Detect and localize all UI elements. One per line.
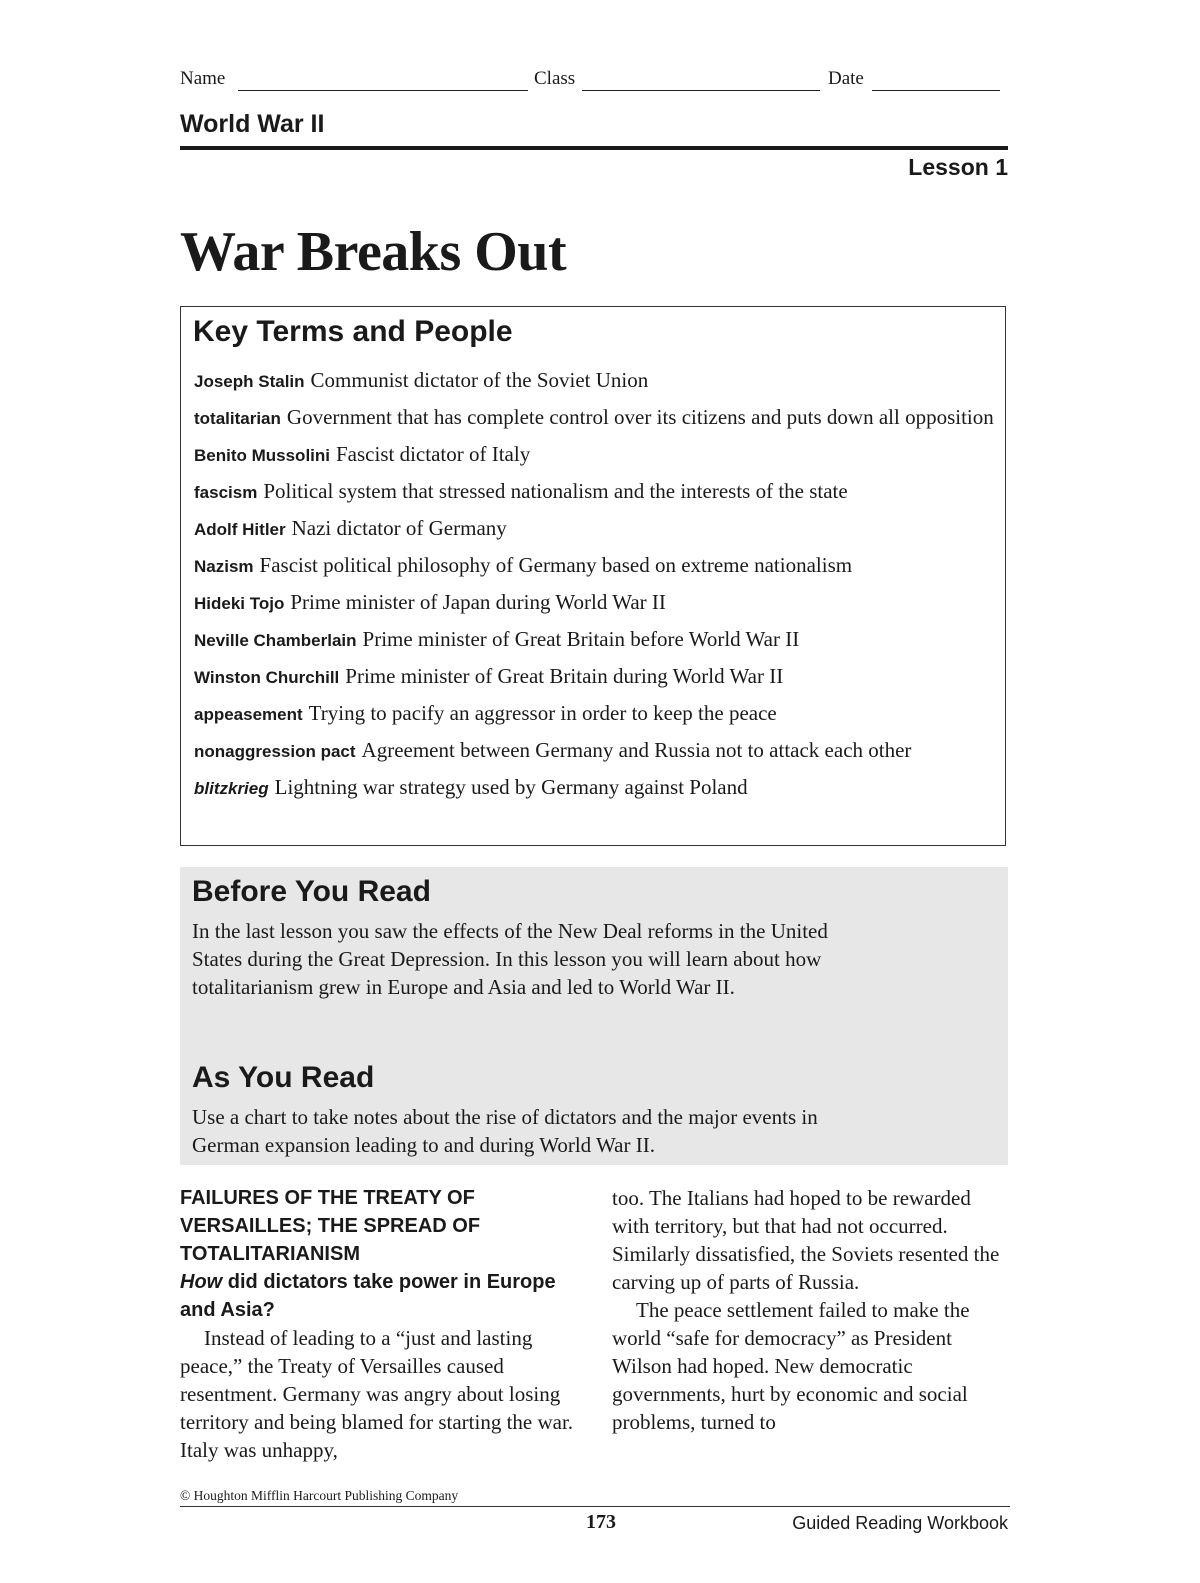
key-term-item bbox=[194, 515, 994, 543]
right-paragraph-2: The peace settlement failed to make the world “safe for democracy” as President Wilson had hoped. New democratic governments, hurt by economic and social problems, turned to bbox=[612, 1298, 970, 1434]
section-question bbox=[180, 1268, 575, 1324]
date-field[interactable] bbox=[872, 90, 1000, 91]
key-term-item bbox=[194, 737, 994, 765]
key-term-name: Hideki Tojo bbox=[194, 594, 285, 613]
name-label: Name bbox=[180, 68, 226, 89]
key-terms-list bbox=[194, 367, 994, 811]
key-term-definition: Lightning war strategy used by Germany against Poland bbox=[274, 775, 748, 799]
key-term-definition: Communist dictator of the Soviet Union bbox=[310, 368, 649, 392]
key-term-name: Benito Mussolini bbox=[194, 446, 330, 465]
key-term-definition: Prime minister of Great Britain during World War II bbox=[345, 664, 784, 688]
workbook-title: Guided Reading Workbook bbox=[792, 1513, 1008, 1533]
key-term-definition: Prime minister of Great Britain before World War II bbox=[362, 627, 800, 651]
student-info-header bbox=[180, 66, 1010, 94]
key-terms-heading: Key Terms and People bbox=[193, 315, 513, 348]
key-term-name: nonaggression pact bbox=[194, 742, 356, 761]
key-term-item bbox=[194, 441, 994, 469]
left-column bbox=[180, 1184, 575, 1464]
key-term-definition: Government that has complete control over its citizens and puts down all opposition bbox=[286, 405, 994, 429]
left-paragraph: Instead of leading to a “just and lasting peace,” the Treaty of Versailles caused resentment. Germany was angry about losing territory and being blamed for starting the war. Italy was unhappy, bbox=[180, 1326, 574, 1462]
key-term-item bbox=[194, 552, 994, 580]
class-label: Class bbox=[534, 68, 576, 89]
key-term-definition: Political system that stressed nationalism and the interests of the state bbox=[263, 479, 848, 503]
key-terms-box bbox=[180, 306, 1006, 846]
key-term-name: Neville Chamberlain bbox=[194, 631, 357, 650]
as-you-read-heading: As You Read bbox=[192, 1061, 375, 1094]
before-you-read-heading: Before You Read bbox=[192, 875, 431, 908]
key-term-definition: Trying to pacify an aggressor in order to keep the peace bbox=[308, 701, 777, 725]
page-title: War Breaks Out bbox=[180, 221, 567, 283]
key-term-definition: Fascist political philosophy of Germany based on extreme nationalism bbox=[259, 553, 853, 577]
section-heading: FAILURES OF THE TREATY OF VERSAILLES; THE SPREAD OF TOTALITARIANISM bbox=[180, 1187, 481, 1265]
question-italic: How bbox=[180, 1271, 223, 1293]
class-field[interactable] bbox=[582, 90, 820, 91]
as-you-read-text: Use a chart to take notes about the rise of dictators and the major events in German expansion leading to and during World War II. bbox=[192, 1105, 818, 1157]
subject-heading: World War II bbox=[180, 110, 325, 138]
reading-guide-box bbox=[180, 867, 1008, 1165]
key-term-item bbox=[194, 774, 994, 802]
key-term-item bbox=[194, 478, 994, 506]
key-term-name: totalitarian bbox=[194, 409, 281, 428]
key-term-item bbox=[194, 404, 994, 432]
header-divider bbox=[180, 146, 1008, 150]
key-term-definition: Fascist dictator of Italy bbox=[336, 442, 531, 466]
page-number: 173 bbox=[586, 1511, 616, 1533]
key-term-item bbox=[194, 367, 994, 395]
key-term-name: fascism bbox=[194, 483, 258, 502]
right-paragraph-1: too. The Italians had hoped to be rewarded with territory, but that had not occurred. Similarly dissatisfied, the Soviets resented the carving up of parts of Russia. bbox=[612, 1186, 1000, 1294]
key-term-item bbox=[194, 589, 994, 617]
key-term-item bbox=[194, 700, 994, 728]
key-term-name: Joseph Stalin bbox=[194, 372, 305, 391]
name-field[interactable] bbox=[238, 90, 528, 91]
key-term-definition: Prime minister of Japan during World War II bbox=[290, 590, 666, 614]
key-term-name: appeasement bbox=[194, 705, 303, 724]
key-term-name: Winston Churchill bbox=[194, 668, 340, 687]
key-term-item bbox=[194, 626, 994, 654]
copyright-notice: © Houghton Mifflin Harcourt Publishing Company bbox=[180, 1488, 459, 1503]
key-term-name: blitzkrieg bbox=[194, 779, 269, 798]
before-you-read-text: In the last lesson you saw the effects of the New Deal reforms in the United States during the Great Depression. In this lesson you will learn about how totalitarianism grew in Europe and Asia and led to World War II. bbox=[192, 919, 828, 999]
key-term-definition: Agreement between Germany and Russia not to attack each other bbox=[361, 738, 912, 762]
question-text: did dictators take power in Europe and Asia? bbox=[180, 1271, 556, 1321]
lesson-label: Lesson 1 bbox=[908, 154, 1008, 180]
right-column bbox=[612, 1184, 1012, 1436]
key-term-name: Nazism bbox=[194, 557, 254, 576]
date-label: Date bbox=[828, 68, 864, 89]
key-term-name: Adolf Hitler bbox=[194, 520, 286, 539]
key-term-definition: Nazi dictator of Germany bbox=[291, 516, 507, 540]
footer-divider bbox=[180, 1506, 1010, 1507]
key-term-item bbox=[194, 663, 994, 691]
